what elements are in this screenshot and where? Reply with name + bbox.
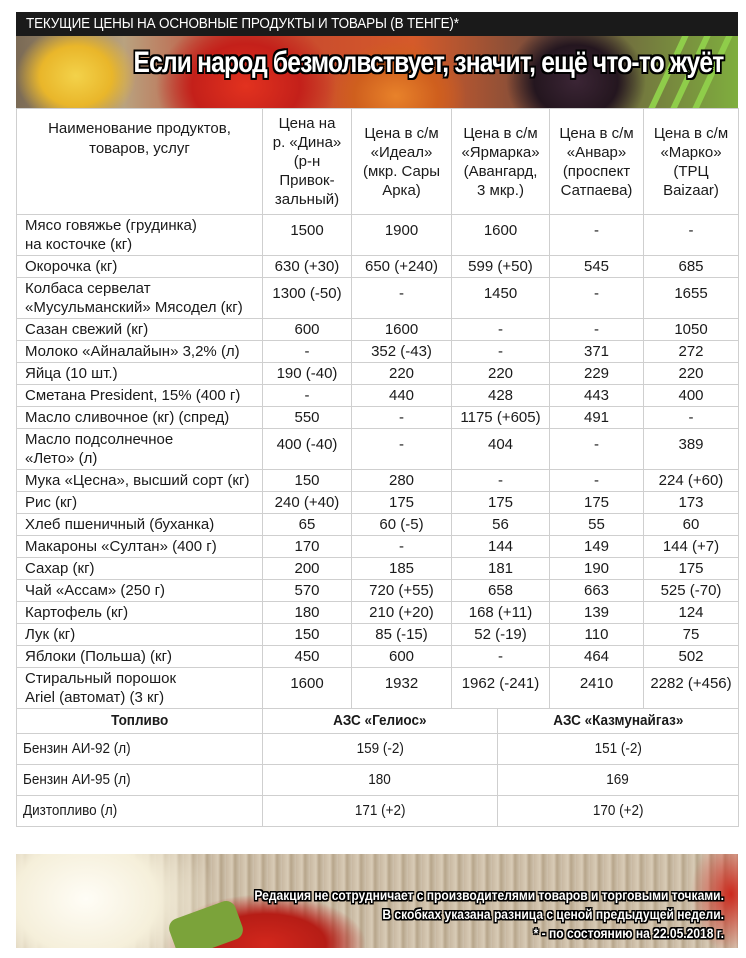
price-cell: 440: [352, 385, 452, 407]
column-header-line: 3 мкр.): [477, 181, 524, 199]
table-row: [17, 765, 739, 796]
column-header-store: [352, 109, 452, 215]
product-name: [17, 668, 263, 709]
fuel-price-cell: [498, 796, 739, 827]
table-row: [17, 341, 739, 363]
price-cell: -: [352, 278, 452, 319]
price-cell: 450: [263, 646, 352, 668]
price-cell: 149: [550, 536, 644, 558]
fuel-price-cell: [263, 734, 498, 765]
price-cell: 1600: [452, 215, 550, 256]
price-cell: 124: [644, 602, 739, 624]
price-cell: 1175 (+605): [452, 407, 550, 429]
price-cell: 150: [263, 470, 352, 492]
fuel-price-cell: [263, 796, 498, 827]
product-name-line: Чай «Ассам» (250 г): [25, 582, 166, 599]
price-cell: 600: [352, 646, 452, 668]
price-cell: 1932: [352, 668, 452, 709]
column-header-store: [644, 109, 739, 215]
price-cell: -: [352, 536, 452, 558]
product-name-line: Яйца (10 шт.): [25, 365, 118, 382]
column-header-store: [452, 109, 550, 215]
product-name-line: Масло сливочное (кг) (спред): [25, 409, 230, 426]
price-cell: -: [352, 429, 452, 470]
price-cell: 280: [352, 470, 452, 492]
price-cell: 56: [452, 514, 550, 536]
product-name: [17, 514, 263, 536]
fuel-header-row: [17, 709, 739, 734]
price-cell: 210 (+20): [352, 602, 452, 624]
price-cell: -: [452, 646, 550, 668]
price-cell: 170: [263, 536, 352, 558]
fuel-name-label: Бензин АИ-92 (л): [23, 740, 131, 757]
price-cell: 2410: [550, 668, 644, 709]
table-row: [17, 646, 739, 668]
price-cell: 1900: [352, 215, 452, 256]
price-cell: 685: [644, 256, 739, 278]
price-cell: 443: [550, 385, 644, 407]
column-header-item: [17, 109, 263, 215]
column-header-line: (проспект: [562, 162, 631, 180]
price-sheet: [16, 12, 738, 948]
price-cell: 404: [452, 429, 550, 470]
column-header-line: Цена в с/м: [653, 124, 729, 142]
table-row: [17, 558, 739, 580]
product-name: [17, 341, 263, 363]
fuel-price-cell: [498, 765, 739, 796]
column-header-store: [263, 109, 352, 215]
table-row: [17, 385, 739, 407]
product-name-line: Картофель (кг): [25, 604, 129, 621]
column-header-fuel: [17, 709, 263, 734]
price-cell: 175: [352, 492, 452, 514]
product-name: [17, 492, 263, 514]
price-cell: 428: [452, 385, 550, 407]
column-header-line: р. «Дина»: [272, 134, 342, 151]
column-header-label: Топливо: [110, 712, 169, 729]
price-cell: 144 (+7): [644, 536, 739, 558]
fuel-name: [17, 765, 263, 796]
product-name-line: Сметана President, 15% (400 г): [25, 387, 241, 404]
product-name-line: Масло подсолнечное: [25, 431, 174, 448]
price-cell: 545: [550, 256, 644, 278]
fuel-price-cell: [498, 734, 739, 765]
product-name: [17, 624, 263, 646]
product-name-line: Макароны «Султан» (400 г): [25, 538, 217, 555]
column-header-line: Baizaar): [663, 181, 719, 199]
price-cell: -: [452, 341, 550, 363]
table-row: [17, 256, 739, 278]
price-cell: 272: [644, 341, 739, 363]
table-row: [17, 363, 739, 385]
price-cell: 55: [550, 514, 644, 536]
product-name-line: Окорочка (кг): [25, 258, 118, 275]
price-cell: 650 (+240): [352, 256, 452, 278]
column-header-line: Наименование продуктов,: [48, 120, 231, 137]
table-row: [17, 734, 739, 765]
column-header-line: (мкр. Сары: [362, 162, 440, 180]
table-row: [17, 668, 739, 709]
column-header-line: Цена в с/м: [559, 124, 634, 142]
fuel-name-label: Дизтопливо (л): [23, 802, 118, 819]
product-name: [17, 429, 263, 470]
price-cell: -: [644, 407, 739, 429]
product-name: [17, 215, 263, 256]
price-cell: 200: [263, 558, 352, 580]
table-row: [17, 602, 739, 624]
price-cell: 150: [263, 624, 352, 646]
price-cell: 1300 (-50): [263, 278, 352, 319]
price-cell: 175: [550, 492, 644, 514]
price-cell: 502: [644, 646, 739, 668]
table-row: [17, 215, 739, 256]
price-cell: 400 (-40): [263, 429, 352, 470]
price-cell: 658: [452, 580, 550, 602]
column-header-line: «Анвар»: [566, 143, 627, 161]
price-cell: 144: [452, 536, 550, 558]
fuel-price: 171 (+2): [354, 802, 406, 819]
column-header-line: Цена на: [278, 115, 336, 132]
column-header-line: Цена в с/м: [364, 124, 439, 142]
table-row: [17, 580, 739, 602]
price-cell: 190: [550, 558, 644, 580]
price-cell: 181: [452, 558, 550, 580]
table-row: [17, 514, 739, 536]
fuel-price: 159 (-2): [356, 740, 404, 757]
table-row: [17, 536, 739, 558]
price-cell: -: [550, 319, 644, 341]
price-cell: -: [550, 278, 644, 319]
price-cell: 240 (+40): [263, 492, 352, 514]
product-name-line: «Лето» (л): [25, 450, 98, 467]
product-name: [17, 363, 263, 385]
price-cell: 168 (+11): [452, 602, 550, 624]
price-cell: 175: [452, 492, 550, 514]
price-cell: -: [263, 385, 352, 407]
table-row: [17, 492, 739, 514]
price-cell: 220: [452, 363, 550, 385]
price-cell: 720 (+55): [352, 580, 452, 602]
product-name: [17, 558, 263, 580]
vegetables-footer: [16, 854, 738, 948]
column-header-label: АЗС «Гелиос»: [333, 712, 427, 729]
table-row: [17, 407, 739, 429]
vegetables-banner: [16, 36, 738, 108]
product-name-line: Лук (кг): [25, 626, 76, 643]
price-cell: 2282 (+456): [644, 668, 739, 709]
price-cell: -: [550, 470, 644, 492]
fuel-name: [17, 734, 263, 765]
price-cell: -: [644, 215, 739, 256]
prices-header-row: [17, 109, 739, 215]
price-cell: 60 (-5): [352, 514, 452, 536]
column-header-line: «Ярмарка»: [461, 143, 540, 161]
product-name-line: Мясо говяжье (грудинка): [25, 217, 197, 234]
footer-bracket-note: В скобках указана разница с ценой предыдущей недели.: [382, 906, 724, 922]
price-cell: 525 (-70): [644, 580, 739, 602]
price-cell: 1600: [352, 319, 452, 341]
price-cell: -: [452, 470, 550, 492]
price-cell: 229: [550, 363, 644, 385]
price-cell: 52 (-19): [452, 624, 550, 646]
fuel-price-cell: [263, 765, 498, 796]
price-cell: 65: [263, 514, 352, 536]
price-cell: -: [550, 429, 644, 470]
price-cell: -: [452, 319, 550, 341]
column-header-store: [550, 109, 644, 215]
price-cell: 464: [550, 646, 644, 668]
product-name-line: Хлеб пшеничный (буханка): [25, 516, 215, 533]
price-cell: 663: [550, 580, 644, 602]
table-row: [17, 429, 739, 470]
product-name: [17, 256, 263, 278]
price-cell: 60: [644, 514, 739, 536]
product-name-line: Ariel (автомат) (3 кг): [25, 689, 165, 706]
column-header-line: товаров, услуг: [89, 140, 190, 157]
price-cell: 630 (+30): [263, 256, 352, 278]
price-cell: -: [352, 407, 452, 429]
product-name-line: Стиральный порошок: [25, 670, 177, 687]
price-cell: 175: [644, 558, 739, 580]
fuel-name: [17, 796, 263, 827]
column-header-line: «Марко»: [660, 143, 722, 161]
page-title: ТЕКУЩИЕ ЦЕНЫ НА ОСНОВНЫЕ ПРОДУКТЫ И ТОВАРЫ (В ТЕНГЕ)*: [26, 15, 459, 32]
table-row: [17, 278, 739, 319]
price-cell: 173: [644, 492, 739, 514]
fuel-table: [16, 708, 739, 827]
column-header-line: (Авангард,: [463, 162, 538, 180]
footer-date-note: * - по состоянию на 22.05.2018 г.: [533, 925, 724, 941]
price-cell: 352 (-43): [352, 341, 452, 363]
product-name: [17, 385, 263, 407]
fuel-price: 170 (+2): [592, 802, 644, 819]
price-cell: 85 (-15): [352, 624, 452, 646]
product-name: [17, 602, 263, 624]
price-cell: -: [263, 341, 352, 363]
fuel-price: 151 (-2): [594, 740, 642, 757]
slogan: Если народ безмолвствует, значит, ещё что-то жуёт: [133, 46, 724, 79]
column-header-line: Цена в с/м: [463, 124, 538, 142]
product-name: [17, 319, 263, 341]
price-cell: 75: [644, 624, 739, 646]
price-cell: 190 (-40): [263, 363, 352, 385]
product-name-line: Рис (кг): [25, 494, 78, 511]
price-cell: 389: [644, 429, 739, 470]
product-name-line: Сахар (кг): [25, 560, 95, 577]
price-cell: 1962 (-241): [452, 668, 550, 709]
product-name: [17, 646, 263, 668]
price-cell: 185: [352, 558, 452, 580]
price-cell: 1500: [263, 215, 352, 256]
price-cell: 180: [263, 602, 352, 624]
price-cell: 1655: [644, 278, 739, 319]
product-name-line: «Мусульманский» Мясодел (кг): [25, 299, 243, 316]
column-header-line: «Идеал»: [370, 143, 433, 161]
column-header-station: [263, 709, 498, 734]
product-name: [17, 278, 263, 319]
price-cell: 570: [263, 580, 352, 602]
column-header-station: [498, 709, 739, 734]
price-cell: 139: [550, 602, 644, 624]
price-cell: 1050: [644, 319, 739, 341]
product-name-line: Мука «Цесна», высший сорт (кг): [25, 472, 250, 489]
table-row: [17, 624, 739, 646]
table-row: [17, 319, 739, 341]
price-cell: 491: [550, 407, 644, 429]
product-name-line: Сазан свежий (кг): [25, 321, 149, 338]
column-header-label: АЗС «Казмунайгаз»: [552, 712, 684, 729]
price-cell: 220: [352, 363, 452, 385]
product-name: [17, 470, 263, 492]
price-cell: 220: [644, 363, 739, 385]
fuel-price: 180: [368, 771, 392, 788]
price-cell: 371: [550, 341, 644, 363]
table-row: [17, 470, 739, 492]
column-header-line: (р-н Привок-: [279, 153, 335, 189]
product-name: [17, 536, 263, 558]
table-row: [17, 796, 739, 827]
column-header-line: Арка): [382, 181, 421, 199]
product-name: [17, 580, 263, 602]
price-cell: -: [550, 215, 644, 256]
column-header-line: (ТРЦ: [673, 162, 709, 180]
product-name: [17, 407, 263, 429]
price-cell: 400: [644, 385, 739, 407]
product-name-line: Молоко «Айналайын» 3,2% (л): [25, 343, 240, 360]
price-cell: 224 (+60): [644, 470, 739, 492]
price-cell: 600: [263, 319, 352, 341]
price-cell: 599 (+50): [452, 256, 550, 278]
page-title-bar: [16, 12, 738, 36]
fuel-name-label: Бензин АИ-95 (л): [23, 771, 131, 788]
column-header-line: Сатпаева): [560, 181, 633, 199]
column-header-line: зальный): [274, 191, 340, 208]
footer-notes: [178, 886, 724, 943]
price-cell: 1600: [263, 668, 352, 709]
price-cell: 1450: [452, 278, 550, 319]
price-cell: 550: [263, 407, 352, 429]
footer-disclaimer: Редакция не сотрудничает с производителями товаров и торговыми точками.: [254, 887, 724, 903]
prices-table: [16, 108, 739, 709]
product-name-line: Колбаса сервелат: [25, 280, 151, 297]
fuel-price: 169: [606, 771, 630, 788]
product-name-line: на косточке (кг): [25, 236, 133, 253]
price-cell: 110: [550, 624, 644, 646]
product-name-line: Яблоки (Польша) (кг): [25, 648, 173, 665]
